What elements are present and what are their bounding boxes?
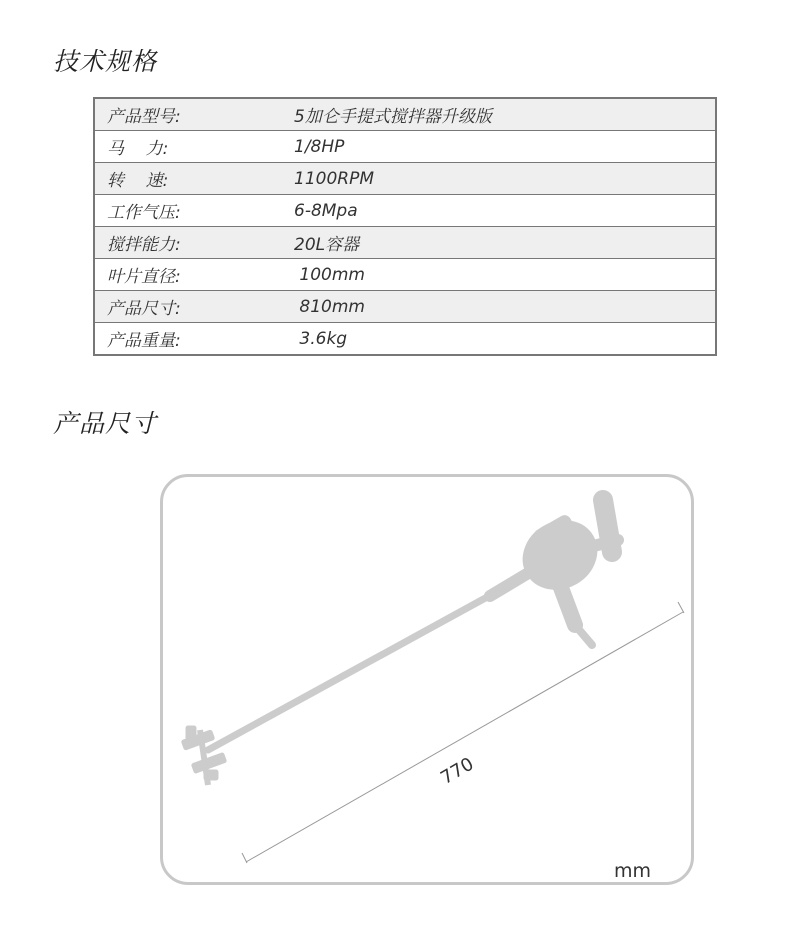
spec-label: 转 速: <box>94 163 289 195</box>
spec-value: 1/8HP <box>289 131 716 163</box>
unit-label: mm <box>614 860 652 882</box>
spec-value: 1100RPM <box>289 163 716 195</box>
spec-value: 3.6kg <box>289 323 716 356</box>
section-title-specs: 技术规格 <box>53 47 158 76</box>
spec-label: 马 力: <box>94 131 289 163</box>
spec-value: 100mm <box>289 259 716 291</box>
spec-label: 产品尺寸: <box>94 291 289 323</box>
spec-label: 产品重量: <box>94 323 289 356</box>
dimension-length-label: 770 <box>437 753 478 789</box>
spec-label: 搅拌能力: <box>94 227 289 259</box>
mixer-tool-icon <box>181 500 618 785</box>
spec-value: 6-8Mpa <box>289 195 716 227</box>
dimension-line <box>242 602 684 863</box>
section-title-dimensions: 产品尺寸 <box>53 409 158 438</box>
spec-label: 叶片直径: <box>94 259 289 291</box>
spec-value: 5加仑手提式搅拌器升级版 <box>289 98 716 131</box>
spec-label: 工作气压: <box>94 195 289 227</box>
spec-label: 产品型号: <box>94 98 289 131</box>
spec-value: 810mm <box>289 291 716 323</box>
spec-value: 20L容器 <box>289 227 716 259</box>
